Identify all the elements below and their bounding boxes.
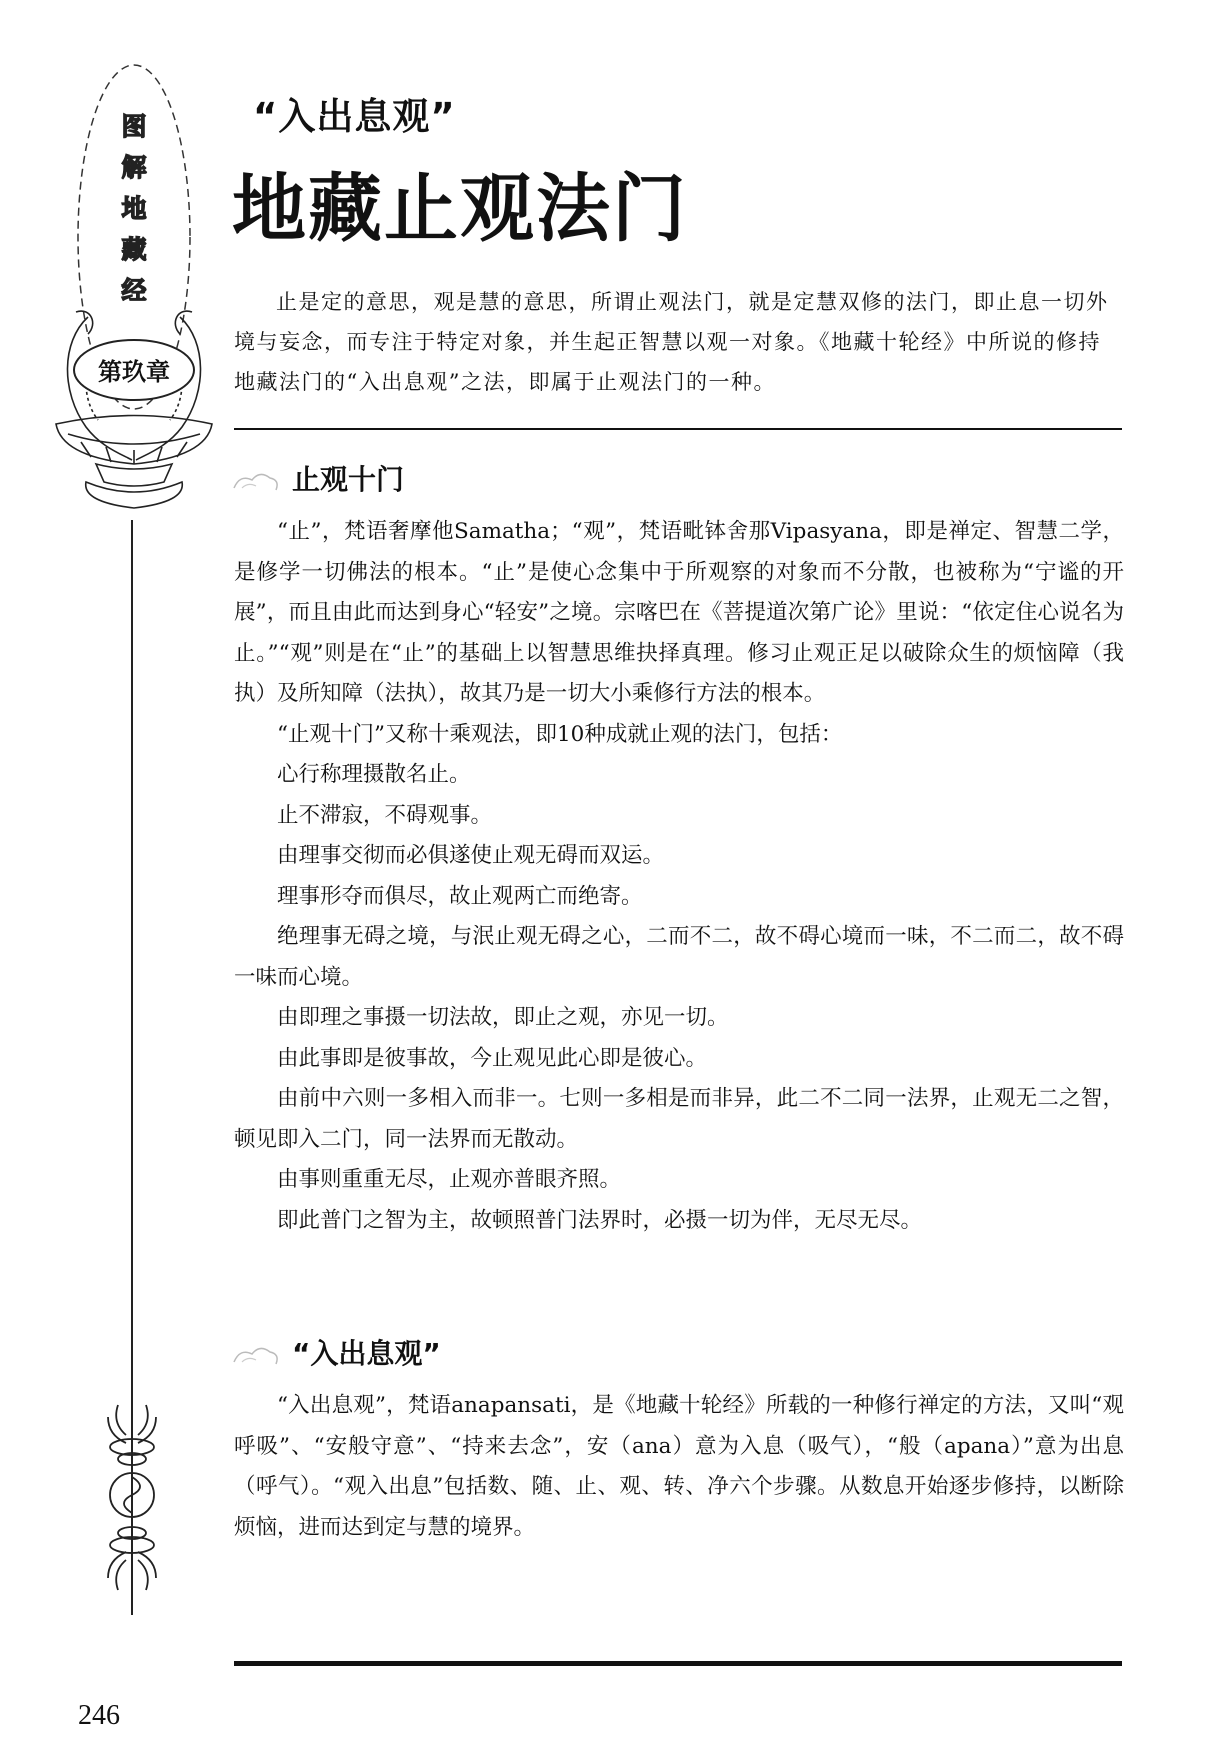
body-paragraph: 由前中六则一多相入而非一。七则一多相是而非异，此二不二同一法界，止观无二之智，顿见即入二门，同一法界而无散动。 — [234, 1086, 1124, 1152]
body-paragraph: 理事形夺而俱尽，故止观两亡而绝寄。 — [277, 883, 643, 909]
body-paragraph: 止不滞寂，不碍观事。 — [277, 802, 493, 828]
vertical-title-char: 经 — [121, 276, 147, 305]
body-paragraph: 即此普门之智为主，故顿照普门法界时，必摄一切为伴，无尽无尽。 — [277, 1207, 923, 1233]
body-paragraph: “止观十门”又称十乘观法，即10种成就止观的法门，包括： — [277, 721, 843, 747]
body-paragraph: 心行称理摄散名止。 — [277, 762, 471, 787]
vertical-title-char: 图 — [121, 112, 147, 141]
bottom-divider-rule — [234, 1661, 1122, 1666]
section-heading-text: 止观十门 — [292, 463, 405, 496]
body-paragraph: “止”，梵语奢摩他Samatha；“观”，梵语毗钵舍那Vipasyana，即是禅定、智慧二学，是修学一切佛法的根本。“止”是使心念集中于所观察的对象而不分散，也被称为“宁谧的开展”，而且由此而达到身心“轻安”之境。宗喀巴在《菩提道次第广论》里说：“依定住心说名为止。”“观”则是在“止”的基础上以智慧思维抉择真理。修习止观正足以破除众生的烦恼障（我执）及所知障（法执），故其乃是一切大小乘修行方法的根本。 — [234, 519, 1124, 706]
vertical-title-char: 藏 — [121, 235, 147, 264]
cloud-swirl-icon — [230, 1342, 282, 1368]
page-title: 地藏止观法门 — [232, 166, 688, 252]
body-paragraph: 由此事即是彼事故，今止观见此心即是彼心。 — [277, 1045, 708, 1071]
body-paragraph: 由事则重重无尽，止观亦普眼齐照。 — [277, 1167, 622, 1192]
intro-paragraph: 止是定的意思，观是慧的意思，所谓止观法门，就是定慧双修的法门，即止息一切外境与妄念，而专注于特定对象，并生起正智慧以观一对象。《地藏十轮经》中所说的修持地藏法门的“入出息观”之法，即属于止观法门的一种。 — [234, 290, 1109, 394]
intro-paragraph-block — [234, 282, 1122, 402]
lotus-bowl-icon — [56, 416, 212, 509]
page-number: 246 — [78, 1700, 120, 1731]
body-paragraph: “入出息观”，梵语anapansati，是《地藏十轮经》所载的一种修行禅定的方法，又叫“观呼吸”、“安般守意”、“持来去念”，安（ana）意为入息（吸气），“般（apana）”意为出息（呼气）。“观入出息”包括数、随、止、观、转、净六个步骤。从数息开始逐步修持，以断除烦恼，进而达到定与慧的境界。 — [234, 1393, 1124, 1540]
body-paragraph: 由即理之事摄一切法故，即止之观，亦见一切。 — [277, 1005, 729, 1030]
section-body — [234, 1386, 1124, 1548]
vertical-title-char: 地 — [121, 194, 147, 223]
body-paragraph: 由理事交彻而必俱遂使止观无碍而双运。 — [277, 843, 665, 868]
chapter-emblem — [36, 62, 232, 512]
section-heading — [230, 1332, 441, 1372]
top-divider-rule — [234, 428, 1122, 430]
chapter-label: 第玖章 — [98, 358, 170, 386]
cloud-swirl-icon — [230, 468, 282, 494]
page-subtitle: “入出息观” — [253, 95, 456, 138]
vertical-title-char: 解 — [121, 153, 147, 182]
section-body — [234, 512, 1124, 1241]
vajra-icon — [96, 1395, 168, 1600]
body-paragraph: 绝理事无碍之境，与泯止观无碍之心，二而不二，故不碍心境而一味，不二而二，故不碍一味而心境。 — [234, 924, 1124, 990]
section-heading-text: “入出息观” — [292, 1337, 441, 1370]
section-heading — [230, 458, 404, 498]
